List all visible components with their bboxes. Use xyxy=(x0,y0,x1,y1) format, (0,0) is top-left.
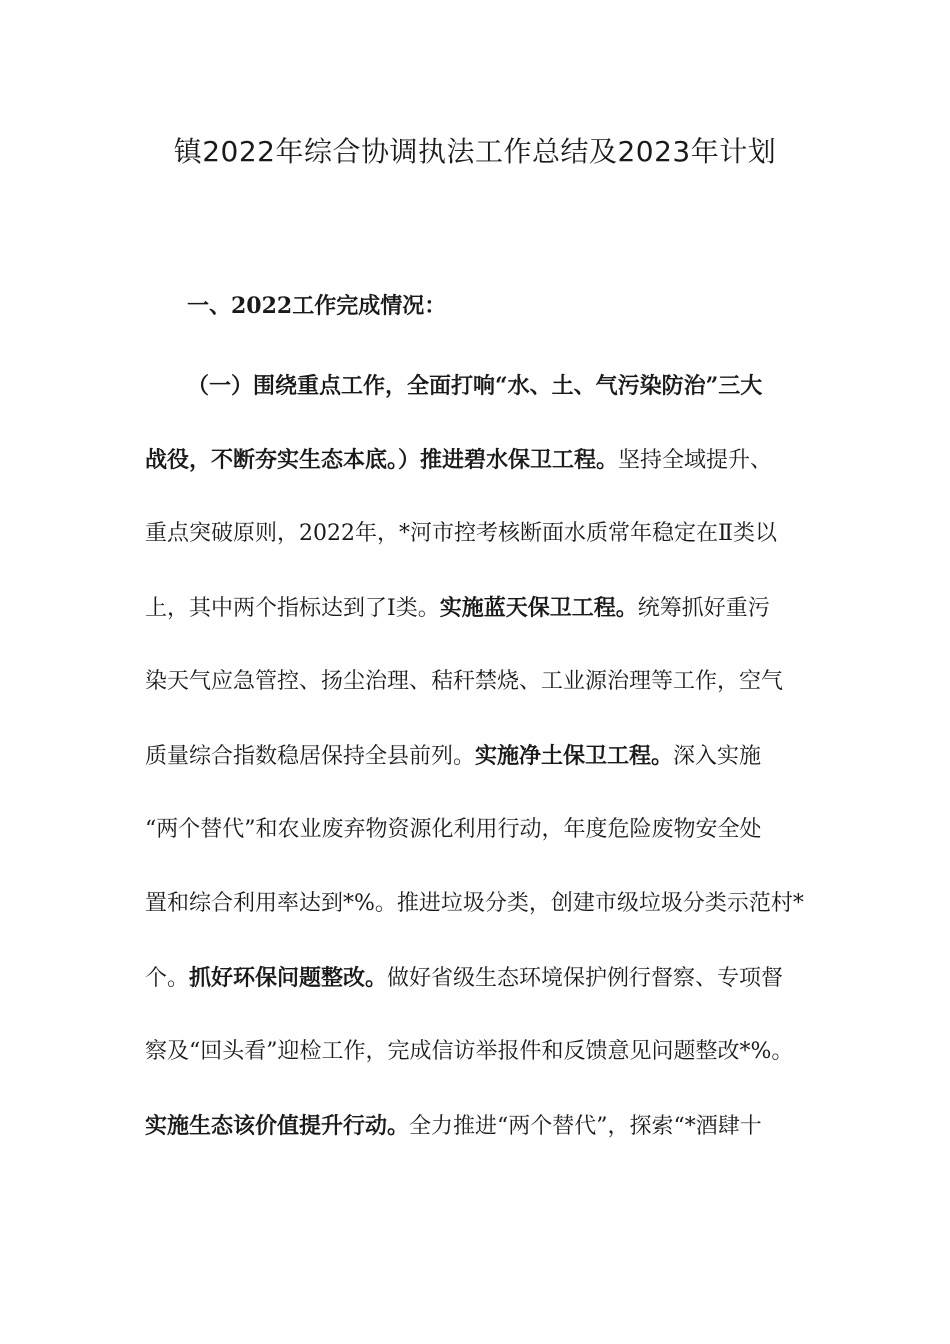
text-segment-bold: （一）围绕重点工作，全面打响“水、土、气污染防治”三大 xyxy=(187,373,763,399)
text-segment: 染天气应急管控、扬尘治理、秸秆禁烧、工业源治理等工作，空气 xyxy=(145,669,784,694)
text-segment: 做好省级生态环境保护例行督察、专项督 xyxy=(387,966,784,991)
text-line xyxy=(145,514,810,588)
text-segment: 置和综合利用率达到*%。推进垃圾分类，创建市级垃圾分类示范村* xyxy=(145,891,804,916)
text-segment-bold: 实施蓝天保卫工程。 xyxy=(439,595,638,621)
text-segment-bold: 实施净土保卫工程。 xyxy=(475,743,674,769)
text-segment: “两个替代”和农业废弃物资源化利用行动，年度危险废物安全处 xyxy=(145,817,762,842)
text-line xyxy=(145,366,810,440)
text-segment: 深入实施 xyxy=(673,744,762,769)
text-segment: 察及“回头看”迎检工作，完成信访举报件和反馈意见问题整改*%。 xyxy=(145,1039,794,1064)
text-line xyxy=(145,884,810,958)
text-line xyxy=(145,662,810,736)
text-segment: 全力推进“两个替代”，探索“*酒肆十 xyxy=(409,1114,762,1139)
text-line xyxy=(145,736,810,810)
text-segment: 坚持全域提升、 xyxy=(618,448,773,473)
text-line xyxy=(145,1032,810,1106)
text-segment: 质量综合指数稳居保持全县前列。 xyxy=(145,744,476,769)
text-segment-bold: 抓好环保问题整改。 xyxy=(189,965,388,991)
text-line xyxy=(145,1106,810,1180)
text-line xyxy=(145,810,810,884)
text-segment: 统筹抓好重污 xyxy=(637,596,770,621)
text-segment: 上，其中两个指标达到了Ⅰ类。 xyxy=(145,596,440,621)
text-segment-bold: 实施生态该价值提升行动。 xyxy=(145,1113,410,1139)
text-segment-bold: 战役，不断夯实生态本底。）推进碧水保卫工程。 xyxy=(145,447,619,473)
text-segment: 重点突破原则，2022年，*河市控考核断面水质常年稳定在Ⅱ类以 xyxy=(145,521,777,546)
section-heading: 一、2022工作完成情况： xyxy=(187,293,447,319)
text-line xyxy=(145,958,810,1032)
body-text xyxy=(145,366,810,1180)
text-line xyxy=(145,440,810,514)
document-title: 镇2022年综合协调执法工作总结及2023年计划 xyxy=(173,135,777,168)
text-line xyxy=(145,588,810,662)
text-segment: 个。 xyxy=(145,966,190,991)
